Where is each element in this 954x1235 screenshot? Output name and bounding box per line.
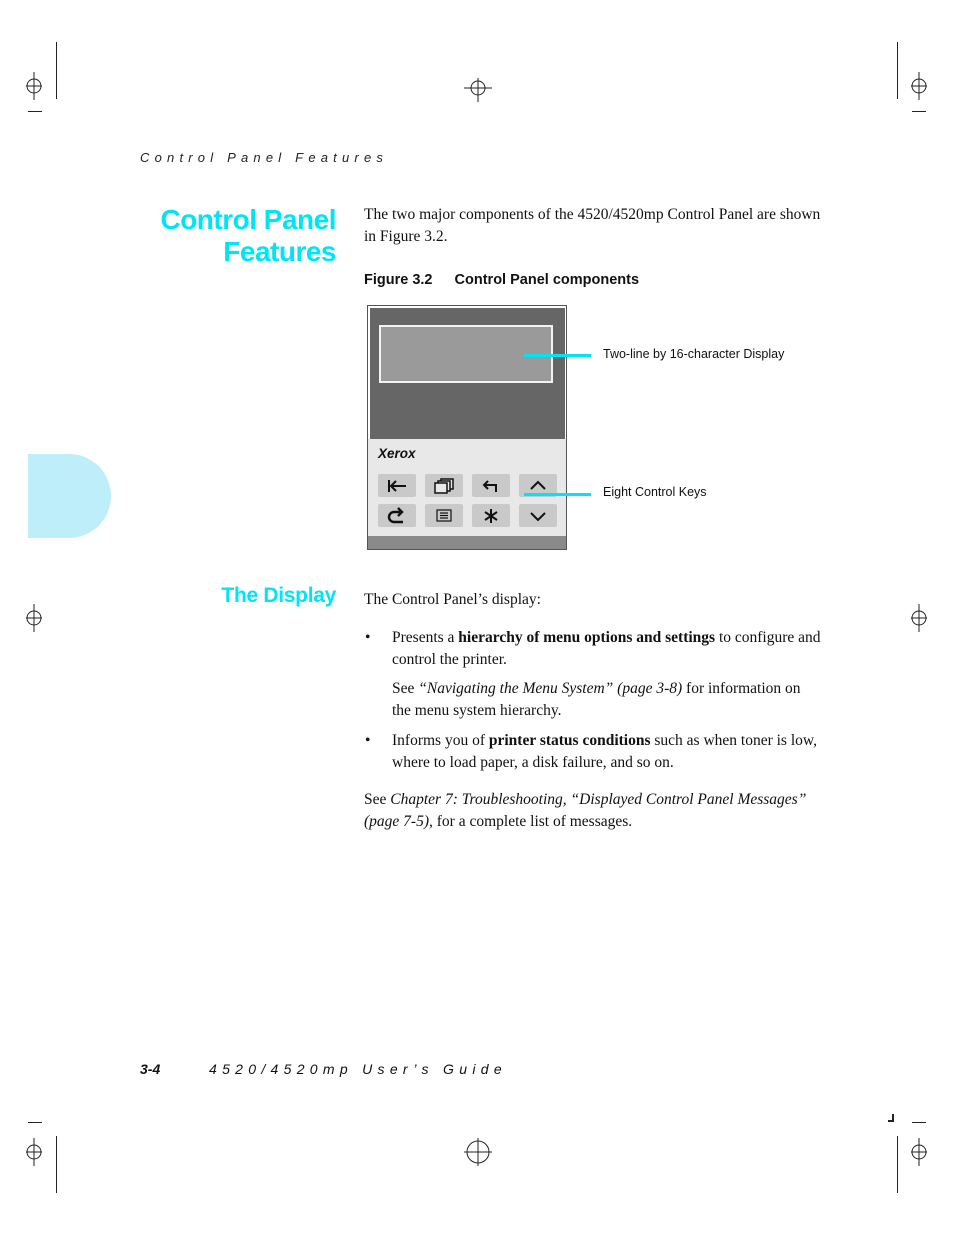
running-header: Control Panel Features — [140, 150, 389, 165]
page-number: 3-4 — [140, 1061, 161, 1077]
callout-label-display: Two-line by 16-character Display — [603, 347, 785, 361]
callout-line-display — [524, 354, 591, 357]
copies-key — [425, 474, 463, 497]
panel-bottom-strip — [368, 536, 566, 549]
bullet2-text-end: such as when toner is low, where to load paper, a disk failure, and so on. — [392, 732, 817, 771]
asterisk-icon — [480, 507, 502, 525]
bullet1-text-start: Presents a — [392, 629, 459, 646]
see1-link[interactable]: “Navigating the Menu System” (page 3-8) — [418, 680, 683, 697]
list-icon — [433, 508, 455, 524]
down-key — [519, 504, 557, 527]
figure-caption — [364, 272, 639, 288]
bullet2-text-start: Informs you of — [392, 732, 489, 749]
bullet-item-2 — [392, 730, 822, 774]
callout-line-keys — [524, 493, 591, 496]
bullet-marker-1: • — [365, 629, 371, 646]
display-intro: The Control Panel’s display: — [364, 591, 541, 608]
see2-text-start: See — [364, 791, 391, 808]
list-key — [425, 504, 463, 527]
redo-icon — [386, 507, 408, 525]
return-key — [472, 474, 510, 497]
section-heading-control-panel-features — [160, 204, 336, 268]
see1-text-end: for information on the menu system hierarchy. — [392, 680, 801, 719]
see-reference-1 — [392, 678, 822, 722]
menu-left-icon — [386, 478, 408, 494]
chapter-tab — [28, 454, 111, 538]
up-icon — [527, 478, 549, 494]
bullet2-bold: printer status conditions — [488, 732, 651, 749]
redo-key — [378, 504, 416, 527]
figure-caption-text: Control Panel components — [454, 272, 640, 288]
asterisk-key — [472, 504, 510, 527]
intro-paragraph: The two major components of the 4520/4520mp Control Panel are shown in Figure 3.2. — [364, 206, 821, 245]
brand-logo: Xerox — [378, 446, 416, 461]
return-icon — [480, 478, 502, 494]
down-icon — [527, 508, 549, 524]
see-reference-2 — [364, 789, 814, 833]
bullet1-text-end: to configure and control the printer. — [392, 629, 821, 668]
menu-left-key — [378, 474, 416, 497]
copies-icon — [433, 477, 455, 495]
heading-line-1: Control Panel — [160, 204, 336, 235]
see1-text-start: See — [392, 680, 419, 697]
bullet-marker-2: • — [365, 732, 371, 749]
see2-link[interactable]: Chapter 7: Troubleshooting, “Displayed Control Panel Messages” (page 7-5) — [364, 791, 807, 830]
figure-number: Figure 3.2 — [364, 272, 433, 288]
see2-text-end: , for a complete list of messages. — [429, 813, 633, 830]
heading-line-2: Features — [223, 236, 336, 267]
callout-label-keys: Eight Control Keys — [603, 485, 707, 499]
bullet1-bold: hierarchy of menu options and settings — [458, 629, 716, 646]
bullet-item-1 — [392, 627, 822, 671]
section-heading-the-display: The Display — [221, 584, 336, 607]
guide-title: 4520/4520mp User’s Guide — [209, 1061, 507, 1077]
